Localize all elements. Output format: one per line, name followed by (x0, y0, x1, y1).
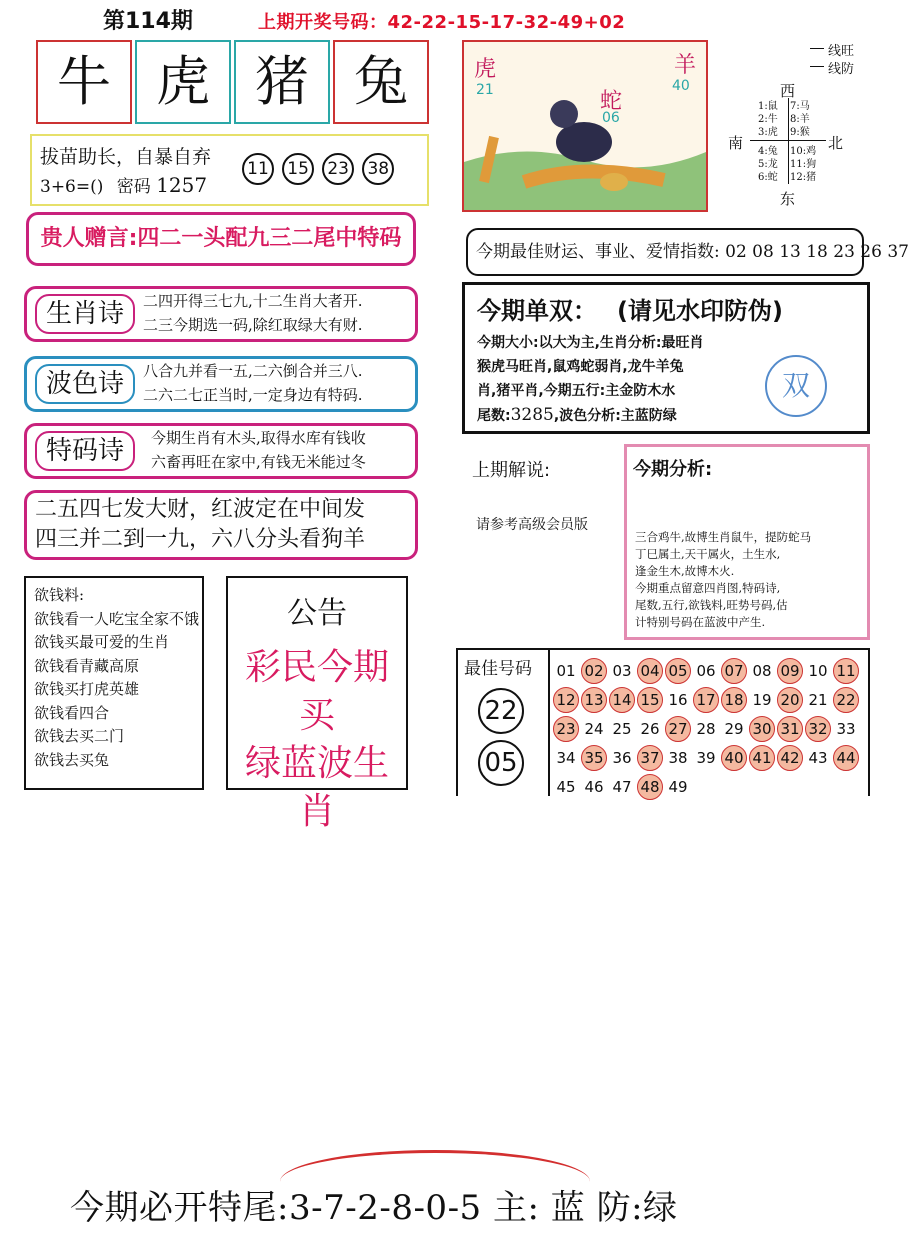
number-ball-highlighted: 31 (777, 716, 803, 742)
number-ball: 38 (668, 749, 688, 767)
number-circle: 23 (322, 153, 354, 185)
poem-line: 二三今期选一码,除红取绿大有财. (143, 316, 363, 334)
color-poem-box (24, 356, 418, 412)
number-ball: 19 (752, 691, 772, 709)
poem-line: 二六二七正当时,一定身边有特码. (143, 386, 363, 404)
sheep-number: 40 (672, 78, 690, 94)
poem-line: 二五四七发大财，红波定在中间发 (35, 497, 366, 522)
snake-number: 06 (602, 110, 620, 126)
last-analysis-title: 上期解说: (472, 460, 551, 481)
odd-even-subtitle: (请见水印防伪) (617, 297, 783, 325)
number-ball-highlighted: 32 (805, 716, 831, 742)
number-ball: 10 (808, 662, 828, 680)
number-ball: 28 (696, 720, 716, 738)
money-riddle-item: 欲钱买打虎英雄 (34, 680, 140, 698)
cartoon-illustration (464, 42, 706, 210)
number-ball-highlighted: 23 (553, 716, 579, 742)
number-ball: 08 (752, 662, 772, 680)
number-ball-highlighted: 12 (553, 687, 579, 713)
number-ball-highlighted: 13 (581, 687, 607, 713)
number-ball-highlighted: 30 (749, 716, 775, 742)
number-ball-highlighted: 37 (637, 745, 663, 771)
legend-bottom: 线防 (828, 62, 855, 77)
number-ball: 36 (612, 749, 632, 767)
code-label: 密码 (116, 177, 151, 197)
number-ball-highlighted: 05 (665, 658, 691, 684)
number-ball-highlighted: 09 (777, 658, 803, 684)
notice-title: 公告 (287, 596, 347, 631)
noble-gift-text: 贵人赠言:四二一头配九三二尾中特码 (40, 226, 402, 251)
issue-number: 第114期 (103, 9, 193, 34)
number-ball-highlighted: 18 (721, 687, 747, 713)
number-ball-highlighted: 07 (721, 658, 747, 684)
odd-even-title: 今期单双： (477, 297, 597, 325)
money-riddle-item: 欲钱看青藏高原 (34, 656, 140, 675)
number-ball: 49 (668, 778, 688, 796)
number-ball-highlighted: 11 (833, 658, 859, 684)
number-ball-highlighted: 04 (637, 658, 663, 684)
money-riddles-box (24, 576, 204, 790)
cartoon-panel (462, 40, 708, 212)
number-ball-highlighted: 41 (749, 745, 775, 771)
tail-digits: 3285 (510, 405, 554, 425)
poem-line: 八合九并看一五,二六倒合并三八. (143, 362, 363, 380)
number-ball-highlighted: 15 (637, 687, 663, 713)
best-pick-circle: 22 (478, 688, 524, 734)
zodiac-box-1: 牛 (36, 40, 132, 124)
poem-line: 六畜再旺在家中,有钱无米能过冬 (151, 453, 366, 471)
money-riddle-item: 欲钱看四合 (34, 703, 110, 722)
zodiac-box-4: 兔 (333, 40, 429, 124)
number-ball: 03 (612, 662, 632, 680)
riddle-line: 拔苗助长，自暴自弃 (40, 146, 212, 168)
riddle-numbers (242, 153, 397, 185)
footer-tail-line: 今期必开特尾:3-7-2-8-0-5 主: 蓝 防:绿 (70, 1188, 678, 1228)
number-ball: 33 (836, 720, 856, 738)
riddle-box (30, 134, 429, 206)
number-ball: 06 (696, 662, 716, 680)
notice-line: 绿蓝波生肖 (244, 743, 389, 832)
this-analysis-box (624, 444, 870, 640)
best-numbers-box (456, 648, 870, 796)
tiger-number: 21 (476, 82, 494, 98)
number-ball-highlighted: 40 (721, 745, 747, 771)
poem-line: 二四开得三七九,十二生肖大者开. (143, 292, 363, 310)
number-ball-highlighted: 17 (693, 687, 719, 713)
number-ball-highlighted: 02 (581, 658, 607, 684)
notice-box (226, 576, 408, 832)
sheep-label: 羊 (674, 53, 697, 78)
number-ball: 47 (612, 778, 632, 796)
special-poem-label: 特码诗 (35, 431, 135, 471)
number-ball: 29 (724, 720, 744, 738)
odd-even-box (462, 282, 870, 434)
money-riddle-item: 欲钱买最可爱的生肖 (34, 633, 170, 651)
number-ball: 45 (556, 778, 576, 796)
number-circle: 11 (242, 153, 274, 185)
number-ball-highlighted: 42 (777, 745, 803, 771)
zodiac-poem-lines (143, 289, 363, 337)
noble-gift-box (26, 212, 416, 266)
number-ball: 01 (556, 662, 576, 680)
number-ball: 26 (640, 720, 660, 738)
last-analysis-note: 请参考高级会员版 (476, 517, 588, 533)
number-ball-highlighted: 35 (581, 745, 607, 771)
legend-line (810, 48, 824, 49)
compass-chart (728, 40, 878, 210)
zodiac-poem-box (24, 286, 418, 342)
legend-line (810, 66, 824, 67)
number-ball: 25 (612, 720, 632, 738)
number-ball: 24 (584, 720, 604, 738)
compass-east: 东 (780, 190, 796, 208)
poem-line: 今期生肖有木头,取得水库有钱收 (151, 429, 366, 447)
compass-north: 北 (828, 134, 844, 152)
zodiac-box-3: 猪 (234, 40, 330, 124)
wealth-poem-box (24, 490, 418, 560)
special-poem-lines (151, 426, 366, 474)
compass-left-col: 1:鼠 2:牛 3:虎 4:兔 5:龙 6:蛇 (758, 101, 778, 183)
this-analysis-lines: 三合鸡牛,故博生肖鼠牛，提防蛇马 丁巳属土,天干属火，土生水, 逢金生木,故博木火. 今期重点留意四肖图,特码诗, 尾数,五行,欲钱料,旺势号码,估 计特别号码在蓝波中产生. (635, 530, 812, 629)
notice-line: 彩民今期买 (244, 647, 389, 736)
compass-right-col: 7:马 8:羊 9:猴 10:鸡 11:狗 12:猪 (790, 101, 817, 183)
number-ball-highlighted: 22 (833, 687, 859, 713)
number-ball: 34 (556, 749, 576, 767)
number-ball: 16 (668, 691, 688, 709)
zodiac-poem-label: 生肖诗 (35, 294, 135, 334)
number-ball: 43 (808, 749, 828, 767)
money-riddle-item: 欲钱去买兔 (34, 750, 110, 769)
fortune-index-text: 今期最佳财运、事业、爱情指数: 02 08 13 18 23 26 37 (476, 242, 909, 262)
number-ball: 46 (584, 778, 604, 796)
money-riddles-title: 欲钱料: (34, 586, 85, 604)
watermark-stamp: 双 (765, 355, 827, 417)
number-circle: 15 (282, 153, 314, 185)
analysis-line: 尾数:3285,波色分析:主蓝防绿 (477, 405, 677, 425)
money-riddle-item: 欲钱去买二门 (34, 727, 125, 745)
legend-top: 线旺 (828, 44, 855, 59)
best-numbers-title: 最佳号码 (464, 659, 532, 679)
fortune-index-box (466, 228, 909, 276)
tiger-label: 虎 (474, 57, 497, 82)
this-analysis-title: 今期分析: (633, 459, 713, 480)
number-grid (552, 656, 864, 801)
compass-west: 西 (780, 82, 796, 100)
color-poem-lines (143, 359, 363, 407)
number-ball: 21 (808, 691, 828, 709)
number-ball-highlighted: 20 (777, 687, 803, 713)
odd-even-lines (477, 331, 704, 428)
compass-south: 南 (728, 134, 744, 152)
riddle-formula: 3+6=() (40, 177, 104, 197)
zodiac-box-2: 虎 (135, 40, 231, 124)
best-pick-circle: 05 (478, 740, 524, 786)
snake-label: 蛇 (600, 89, 623, 114)
special-poem-box (24, 423, 418, 479)
analysis-line: 猴虎马旺肖,鼠鸡蛇弱肖,龙牛羊兔 (477, 359, 684, 375)
number-circle: 38 (362, 153, 394, 185)
wealth-poem-lines (27, 493, 415, 555)
number-ball-highlighted: 48 (637, 774, 663, 800)
money-riddle-item: 欲钱看一人吃宝全家不饿 (34, 609, 200, 628)
number-ball-highlighted: 14 (609, 687, 635, 713)
number-ball-highlighted: 27 (665, 716, 691, 742)
analysis-line: 今期大小:以大为主,生肖分析:最旺肖 (477, 335, 704, 351)
poem-line: 四三并二到一九，六八分头看狗羊 (35, 527, 366, 552)
color-poem-label: 波色诗 (35, 364, 135, 404)
number-ball-highlighted: 44 (833, 745, 859, 771)
number-ball: 39 (696, 749, 716, 767)
previous-result: 上期开奖号码：42-22-15-17-32-49+02 (258, 12, 626, 33)
code-value: 1257 (156, 173, 208, 197)
analysis-line: 肖,猪平肖,今期五行:主金防木水 (477, 383, 676, 399)
